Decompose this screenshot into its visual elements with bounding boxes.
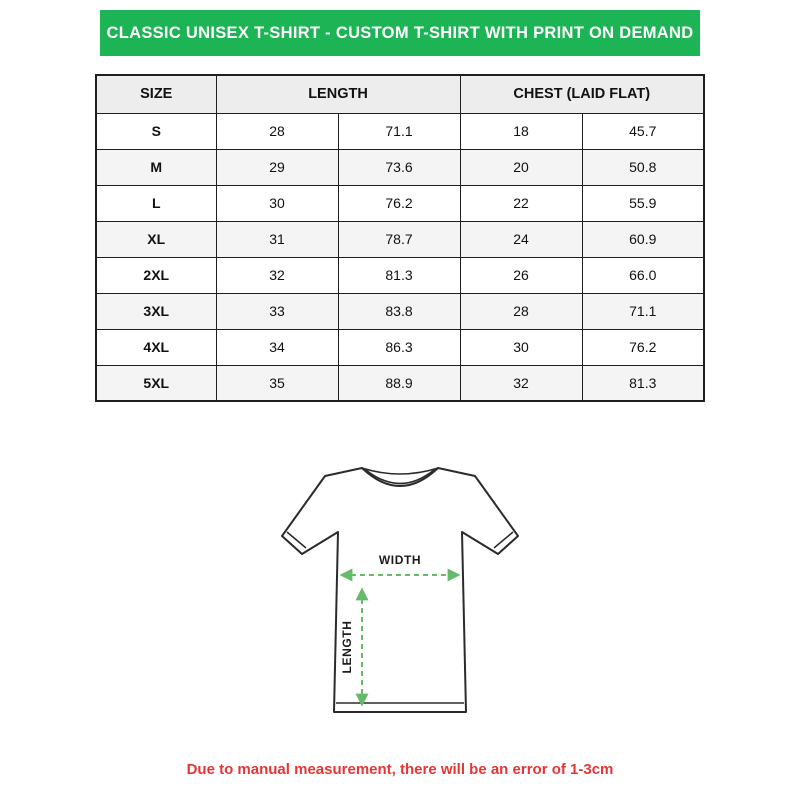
size-cell: S (96, 113, 216, 149)
size-cell: 4XL (96, 329, 216, 365)
table-row (96, 113, 704, 149)
chest-in-cell: 18 (460, 113, 582, 149)
chest-cm-cell: 60.9 (582, 221, 704, 257)
tshirt-outline-icon (282, 468, 518, 712)
length-cm-cell: 81.3 (338, 257, 460, 293)
table-row (96, 221, 704, 257)
width-label: WIDTH (378, 553, 422, 567)
length-in-cell: 35 (216, 365, 338, 401)
table-row (96, 185, 704, 221)
tshirt-diagram (240, 440, 560, 750)
length-label: LENGTH (340, 620, 354, 674)
chest-cm-cell: 66.0 (582, 257, 704, 293)
length-in-cell: 30 (216, 185, 338, 221)
collar-back-line (362, 468, 438, 474)
size-cell: XL (96, 221, 216, 257)
length-in-cell: 32 (216, 257, 338, 293)
length-in-cell: 34 (216, 329, 338, 365)
table-header-row (96, 75, 704, 113)
tshirt-svg (240, 440, 560, 750)
length-cm-cell: 78.7 (338, 221, 460, 257)
chest-cm-cell: 76.2 (582, 329, 704, 365)
length-cm-cell: 71.1 (338, 113, 460, 149)
chest-cm-cell: 45.7 (582, 113, 704, 149)
banner-title: CLASSIC UNISEX T-SHIRT - CUSTOM T-SHIRT WITH PRINT ON DEMAND (106, 23, 694, 42)
size-chart (95, 74, 705, 402)
table-row (96, 293, 704, 329)
chest-cm-cell: 50.8 (582, 149, 704, 185)
length-cm-cell: 88.9 (338, 365, 460, 401)
size-chart-table (95, 74, 705, 402)
banner (100, 10, 700, 56)
length-in-cell: 33 (216, 293, 338, 329)
chest-in-cell: 30 (460, 329, 582, 365)
length-in-cell: 28 (216, 113, 338, 149)
chest-in-cell: 32 (460, 365, 582, 401)
table-row (96, 365, 704, 401)
chest-cm-cell: 71.1 (582, 293, 704, 329)
length-in-cell: 29 (216, 149, 338, 185)
length-cm-cell: 83.8 (338, 293, 460, 329)
length-cm-cell: 73.6 (338, 149, 460, 185)
length-in-cell: 31 (216, 221, 338, 257)
table-row (96, 149, 704, 185)
size-cell: L (96, 185, 216, 221)
chest-in-cell: 26 (460, 257, 582, 293)
chest-in-cell: 24 (460, 221, 582, 257)
size-cell: 3XL (96, 293, 216, 329)
size-cell: M (96, 149, 216, 185)
size-cell: 5XL (96, 365, 216, 401)
length-header: LENGTH (216, 75, 460, 113)
chest-in-cell: 22 (460, 185, 582, 221)
table-row (96, 257, 704, 293)
size-header: SIZE (96, 75, 216, 113)
table-row (96, 329, 704, 365)
length-cm-cell: 86.3 (338, 329, 460, 365)
length-cm-cell: 76.2 (338, 185, 460, 221)
chest-in-cell: 28 (460, 293, 582, 329)
measurement-note: Due to manual measurement, there will be an error of 1-3cm (186, 761, 614, 778)
chest-header: CHEST (LAID FLAT) (460, 75, 704, 113)
chest-cm-cell: 81.3 (582, 365, 704, 401)
chest-cm-cell: 55.9 (582, 185, 704, 221)
chest-in-cell: 20 (460, 149, 582, 185)
size-cell: 2XL (96, 257, 216, 293)
